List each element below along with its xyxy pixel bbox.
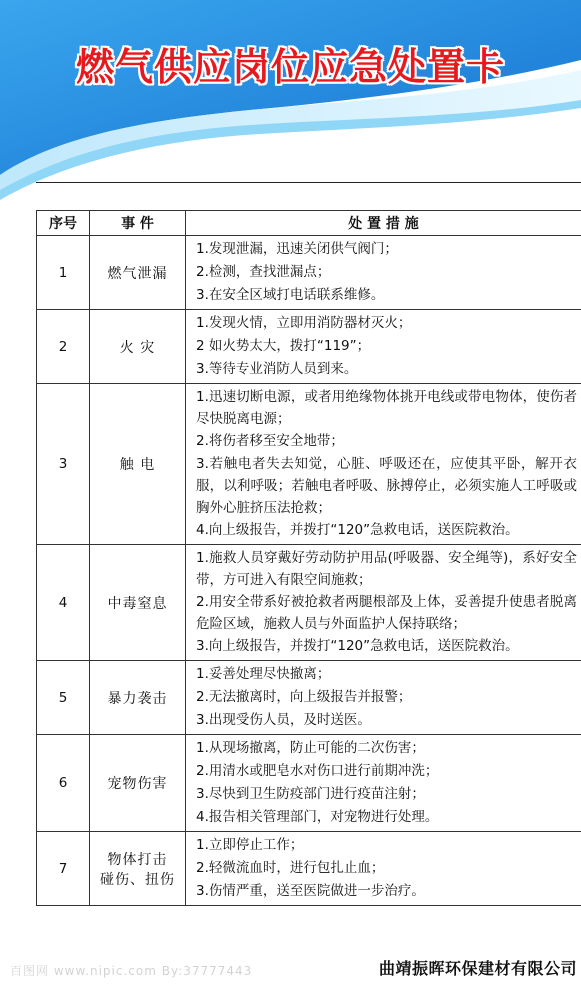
table-row (37, 236, 581, 310)
measure-line: 4.报告相关管理部门，对宠物进行处理。 (196, 809, 439, 825)
row-measures (186, 545, 581, 661)
wave-background (0, 0, 581, 200)
measure-line: 3.向上级报告，并拨打“120”急救电话，送医院救治。 (196, 638, 519, 654)
measure-line: 2.检测，查找泄漏点； (196, 264, 331, 280)
row-number: 6 (37, 735, 90, 832)
measure-line: 1.从现场撤离，防止可能的二次伤害； (196, 740, 425, 756)
table-row (37, 661, 581, 735)
row-measures (186, 735, 581, 832)
row-measures (186, 236, 581, 310)
watermark: 百图网 www.nipic.com By:37777443 (10, 964, 253, 978)
header-banner (0, 0, 581, 200)
measure-line: 4.向上级报告，并拨打“120”急救电话，送医院救治。 (196, 522, 519, 538)
row-number: 2 (37, 310, 90, 384)
table-row (37, 735, 581, 832)
row-event: 燃气泄漏 (90, 236, 186, 310)
header-number: 序号 (37, 211, 90, 236)
row-number: 4 (37, 545, 90, 661)
measure-line: 2.无法撤离时，向上级报告并报警； (196, 689, 412, 705)
measure-line: 1.发现泄漏，迅速关闭供气阀门； (196, 241, 398, 257)
row-measures (186, 384, 581, 545)
header-measures: 处 置 措 施 (186, 211, 581, 236)
table-row (37, 832, 581, 906)
row-measures (186, 832, 581, 906)
measure-line: 2 如火势太大，拨打“119”； (196, 338, 371, 354)
row-number: 3 (37, 384, 90, 545)
row-event: 中毒窒息 (90, 545, 186, 661)
event-line: 物体打击 (107, 851, 168, 868)
row-number: 5 (37, 661, 90, 735)
row-measures (186, 310, 581, 384)
measure-line: 2.用安全带系好被抢救者两腿根部及上体，妥善提升使患者脱离危险区域，施救人员与外面监护人保持联络； (196, 594, 577, 632)
page-title: 燃气供应岗位应急处置卡 (75, 45, 505, 89)
title-divider (36, 182, 581, 183)
measure-line: 2.用清水或肥皂水对伤口进行前期冲洗； (196, 763, 439, 779)
measure-line: 3.伤情严重，送至医院做进一步治疗。 (196, 883, 425, 899)
measure-line: 2.轻微流血时，进行包扎止血； (196, 860, 385, 876)
table-row (37, 310, 581, 384)
row-number: 1 (37, 236, 90, 310)
emergency-table (36, 210, 581, 906)
header-event: 事 件 (90, 211, 186, 236)
table-row (37, 384, 581, 545)
measure-line: 3.尽快到卫生防疫部门进行疫苗注射； (196, 786, 425, 802)
table-header-row (37, 211, 581, 236)
row-measures (186, 661, 581, 735)
measure-line: 3.在安全区域打电话联系维修。 (196, 287, 385, 303)
table-row (37, 545, 581, 661)
measure-line: 2.将伤者移至安全地带； (196, 433, 344, 449)
row-event: 暴力袭击 (90, 661, 186, 735)
measure-line: 3.出现受伤人员，及时送医。 (196, 712, 371, 728)
event-line: 碰伤、扭伤 (100, 871, 175, 888)
measure-line: 1.迅速切断电源，或者用绝缘物体挑开电线或带电物体，使伤者尽快脱离电源； (196, 389, 577, 427)
measure-line: 1.立即停止工作； (196, 837, 304, 853)
company-name: 曲靖振晖环保建材有限公司 (378, 959, 577, 978)
measure-line: 3.若触电者失去知觉，心脏、呼吸还在，应使其平卧，解开衣服，以利呼吸；若触电者呼吸、脉搏停止，必须实施人工呼吸或胸外心脏挤压法抢救； (196, 456, 577, 516)
measure-line: 3.等待专业消防人员到来。 (196, 361, 358, 377)
row-event: 宠物伤害 (90, 735, 186, 832)
measure-line: 1.妥善处理尽快撤离； (196, 666, 331, 682)
row-event: 触 电 (90, 384, 186, 545)
measure-line: 1.发现火情，立即用消防器材灭火； (196, 315, 412, 331)
row-number: 7 (37, 832, 90, 906)
row-event (90, 832, 186, 906)
row-event: 火 灾 (90, 310, 186, 384)
measure-line: 1.施救人员穿戴好劳动防护用品(呼吸器、安全绳等)，系好安全带，方可进入有限空间施救； (196, 550, 577, 588)
